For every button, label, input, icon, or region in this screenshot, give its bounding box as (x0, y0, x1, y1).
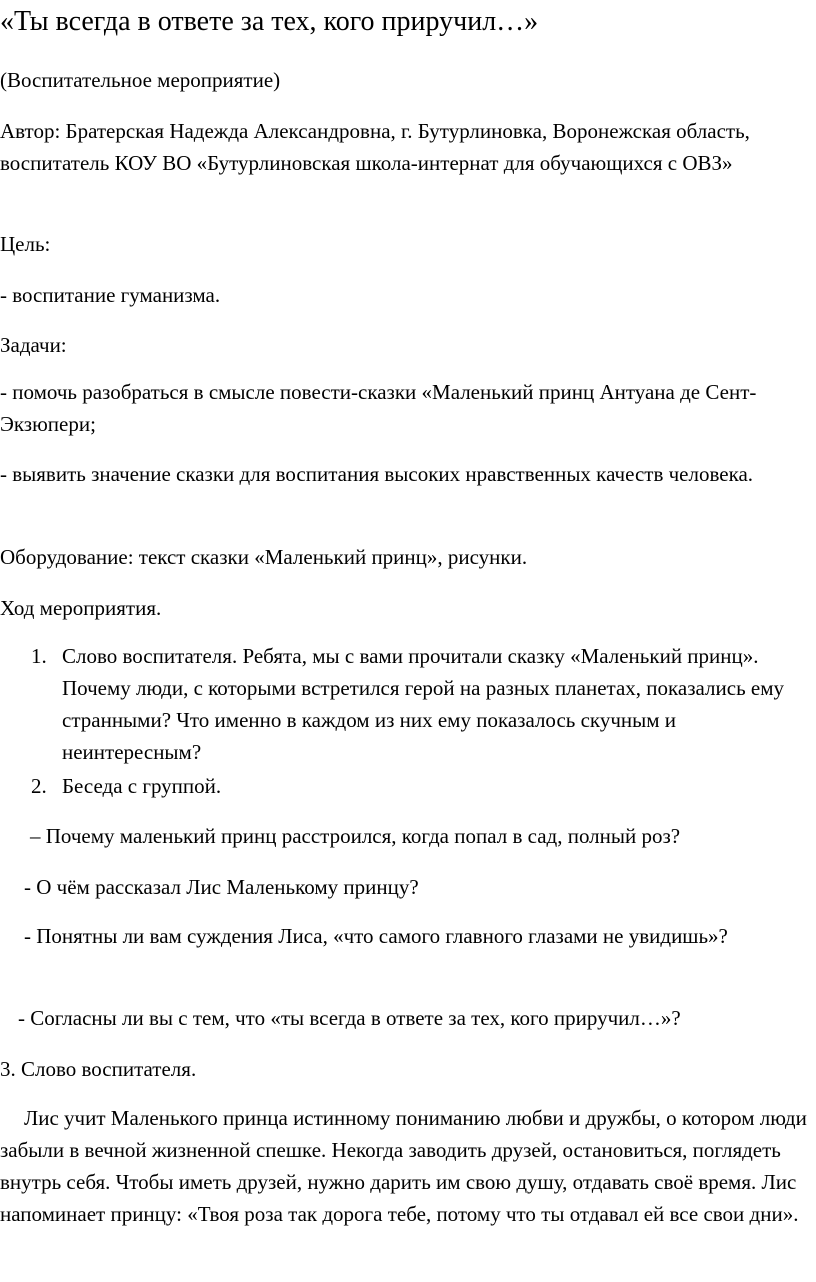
list-item-1-text: Слово воспитателя. Ребята, мы с вами прочитали сказку «Маленький принц». Почему люди, с которыми встретился герой на разных планетах, показались ему странными? Что именно в каждом из них ему показалось скучным и неинтересным? (62, 644, 785, 764)
list-item-2-text: Беседа с группой. (62, 774, 222, 798)
task-item-2: - выявить значение сказки для воспитания высоких нравственных качеств человека. (0, 462, 754, 486)
task-item-1: - помочь разобраться в смысле повести-сказки «Маленький принц Антуана де Сент-Экзюпери; (0, 380, 757, 436)
goal-item: - воспитание гуманизма. (0, 283, 221, 307)
question-2: - О чём рассказал Лис Маленькому принцу? (24, 875, 419, 899)
tasks-label: Задачи: (0, 333, 67, 357)
question-4: - Согласны ли вы с тем, что «ты всегда в ответе за тех, кого приручил…»? (18, 1006, 681, 1030)
course-label: Ход мероприятия. (0, 596, 162, 620)
goal-label: Цель: (0, 232, 51, 256)
list-number-2: 2. (31, 774, 47, 798)
author-paragraph: Автор: Братерская Надежда Александровна, г. Бутурлиновка, Воронежская область, воспитатель КОУ ВО «Бутурлиновская школа-интернат для обучающихся с ОВЗ» (0, 119, 750, 175)
list-number-1: 1. (31, 644, 47, 668)
document-subtitle: (Воспитательное мероприятие) (0, 68, 281, 92)
closing-paragraph: Лис учит Маленького принца истинному пониманию любви и дружбы, о котором люди забыли в вечной жизненной спешке. Некогда заводить друзей, остановиться, поглядеть внутрь себя. Чтобы иметь друзей, нужно дарить им свою душу, отдавать своё время. Лис напоминает принцу: «Твоя роза так дорога тебе, потому что ты отдавал ей все свои дни». (0, 1106, 807, 1226)
equipment-paragraph: Оборудование: текст сказки «Маленький принц», рисунки. (0, 545, 528, 569)
question-3: - Понятны ли вам суждения Лиса, «что самого главного глазами не увидишь»? (24, 924, 728, 948)
question-1: – Почему маленький принц расстроился, когда попал в сад, полный роз? (30, 824, 681, 848)
step-3-heading: 3. Слово воспитателя. (0, 1057, 197, 1081)
document-title: «Ты всегда в ответе за тех, кого приручил…» (0, 6, 539, 37)
